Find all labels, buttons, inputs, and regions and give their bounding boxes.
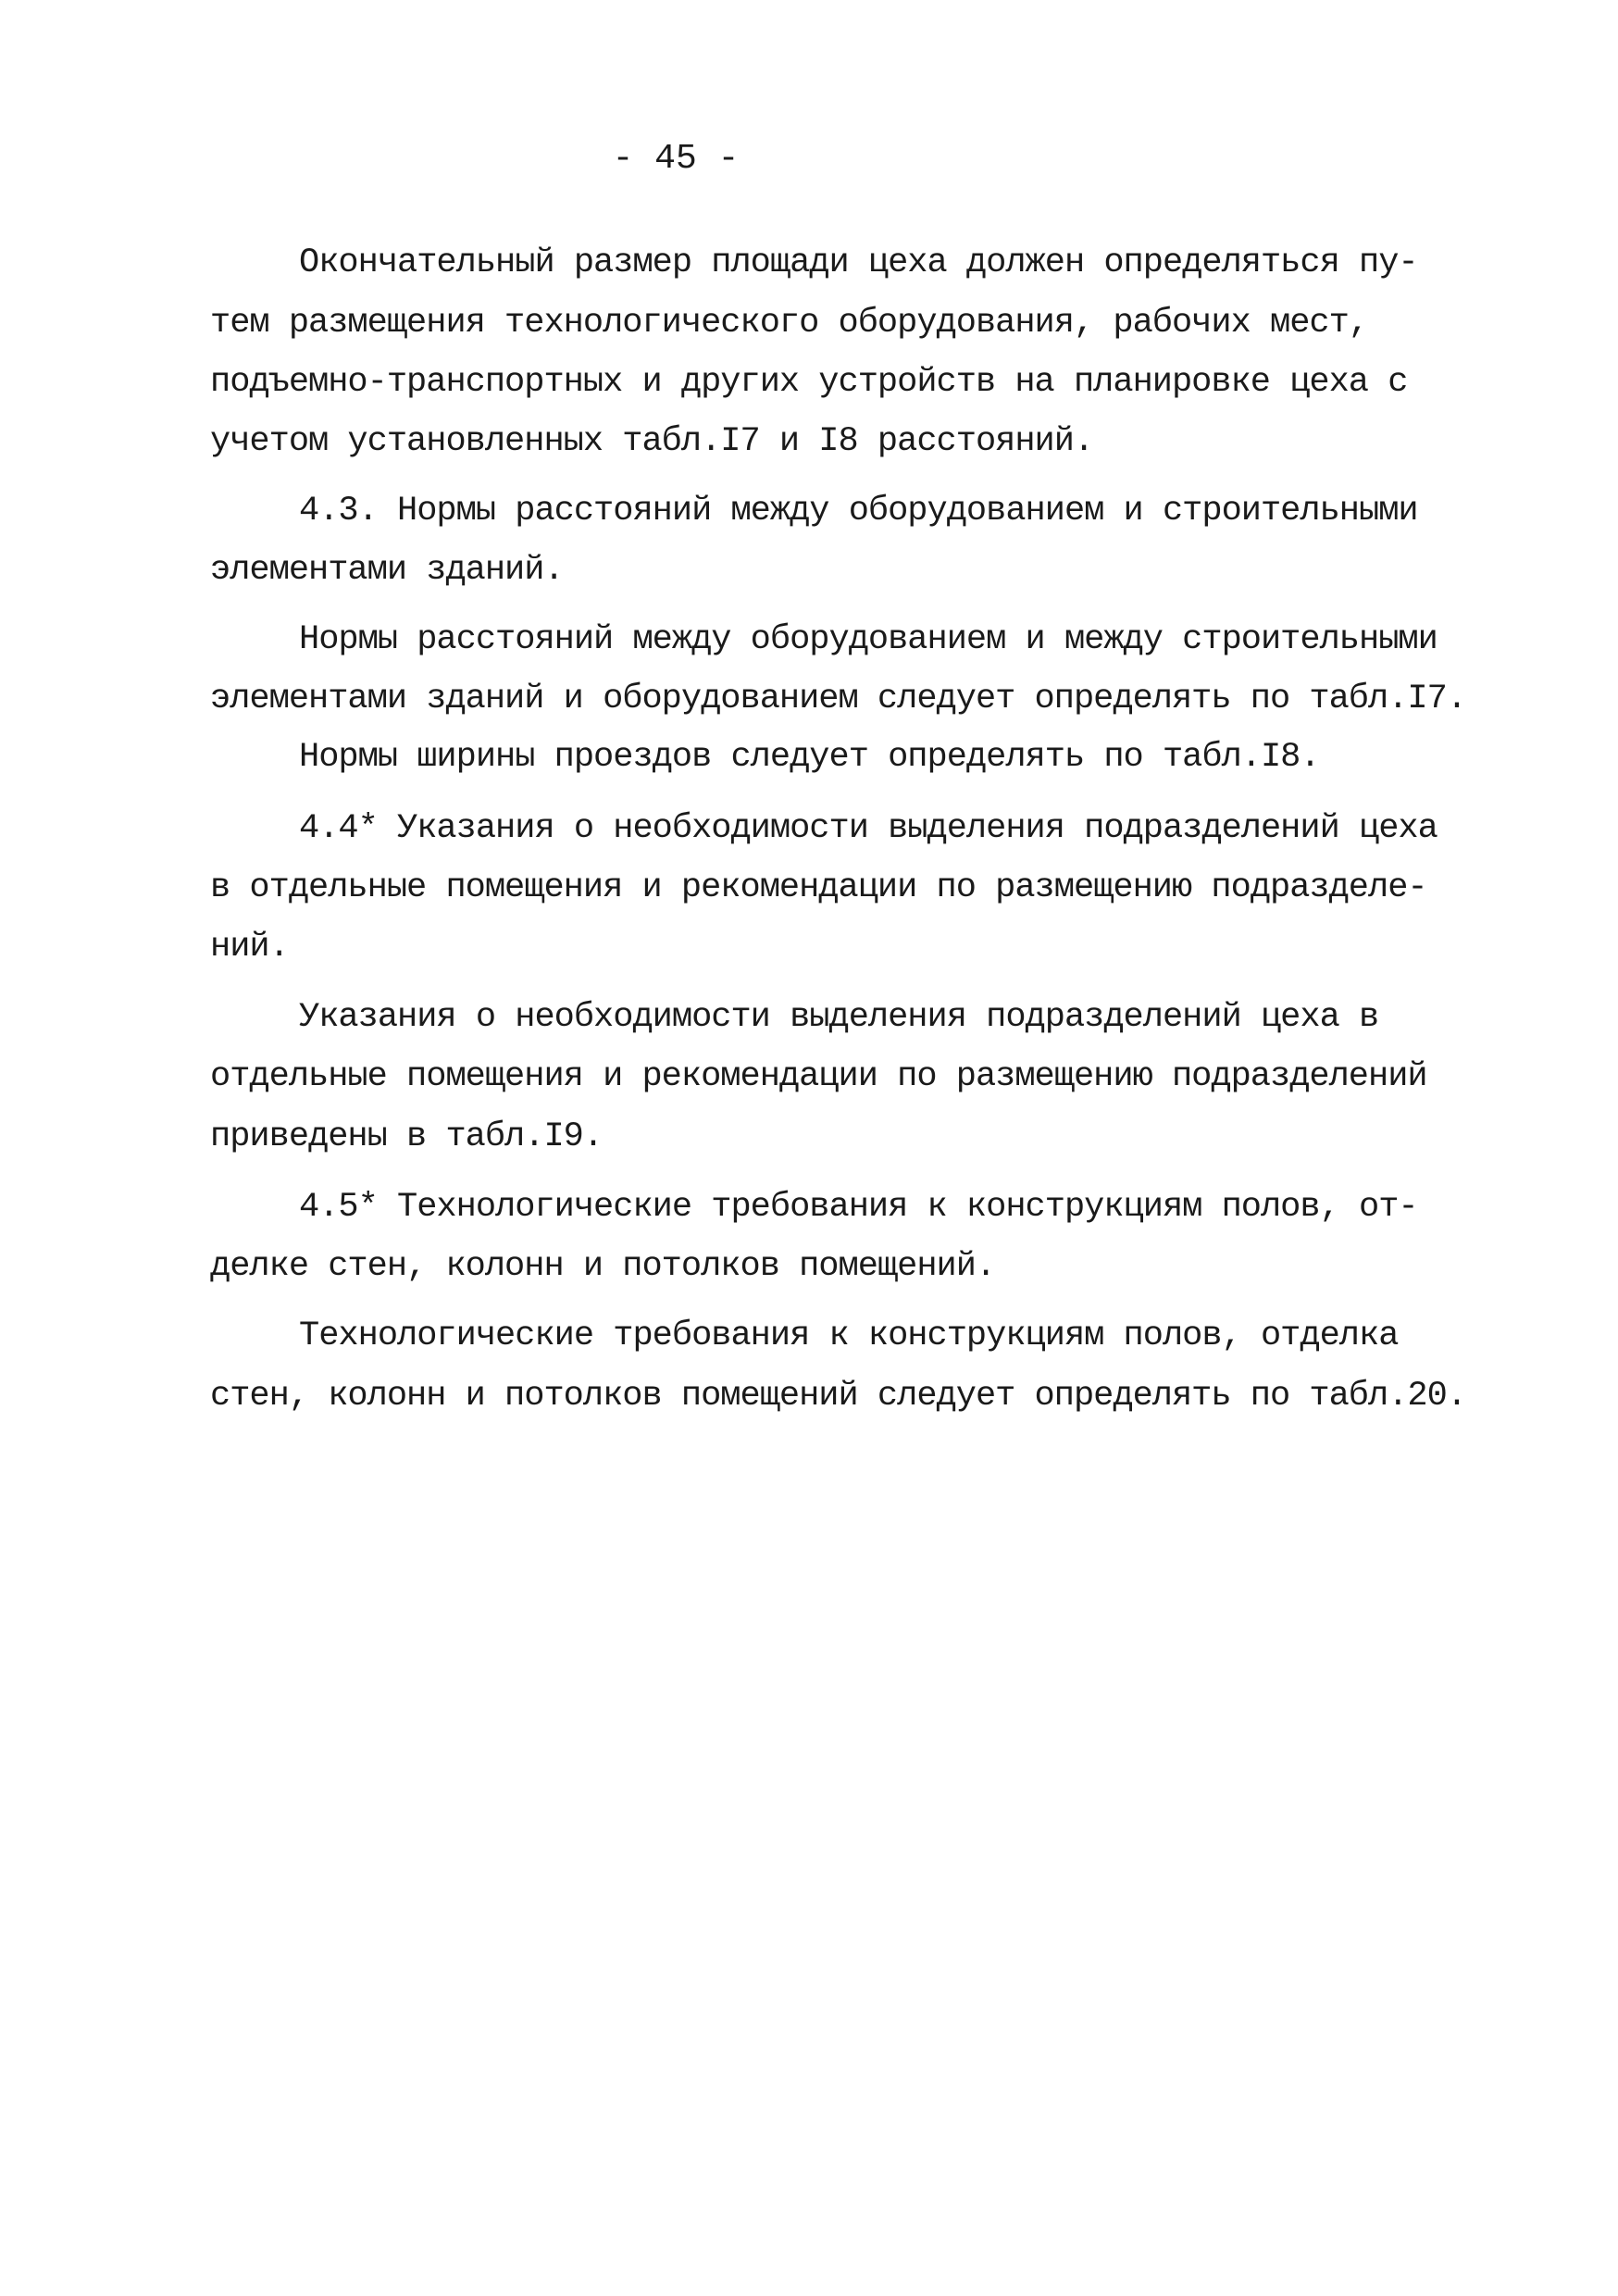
- text-line: Указания о необходимости выделения подразделений цеха в: [299, 998, 1379, 1037]
- page-number: - 45 -: [612, 139, 740, 179]
- text-line: тем размещения технологического оборудования, рабочих мест,: [210, 304, 1369, 343]
- text-line: стен, колонн и потолков помещений следует определять по табл.20.: [210, 1377, 1467, 1416]
- text-line: 4.5* Технологические требования к конструкциям полов, от-: [299, 1188, 1418, 1227]
- text-line: Технологические требования к конструкциям полов, отделка: [299, 1316, 1399, 1355]
- text-line: подъемно-транспортных и других устройств на планировке цеха с: [210, 363, 1408, 402]
- text-line: учетом установленных табл.I7 и I8 расстояний.: [210, 422, 1094, 461]
- text-line: элементами зданий.: [210, 551, 564, 590]
- text-line: 4.4* Указания о необходимости выделения подразделений цеха: [299, 809, 1438, 848]
- text-line: Окончательный размер площади цеха должен определяться пу-: [299, 243, 1418, 282]
- text-line: ний.: [210, 928, 289, 967]
- text-line: Нормы ширины проездов следует определять по табл.I8.: [299, 738, 1320, 777]
- text-line: отдельные помещения и рекомендации по размещению подразделений: [210, 1057, 1427, 1096]
- text-line: делке стен, колонн и потолков помещений.: [210, 1247, 996, 1286]
- text-line: в отдельные помещения и рекомендации по размещению подразделе-: [210, 868, 1427, 907]
- text-line: 4.3. Нормы расстояний между оборудованием и строительными: [299, 492, 1418, 530]
- text-line: элементами зданий и оборудованием следует определять по табл.I7.: [210, 680, 1467, 718]
- text-line: приведены в табл.I9.: [210, 1117, 604, 1156]
- text-line: Нормы расстояний между оборудованием и между строительными: [299, 620, 1438, 659]
